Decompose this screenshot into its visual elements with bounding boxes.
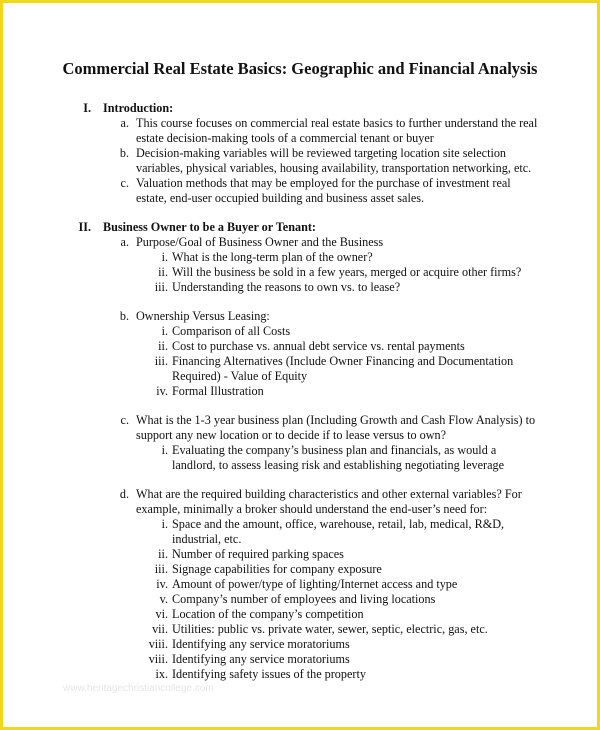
list-item — [3, 191, 597, 206]
item-label: a. — [120, 116, 129, 130]
sub-item-label: iv. — [156, 384, 168, 398]
section-title: Business Owner to be a Buyer or Tenant: — [103, 220, 316, 234]
sub-item-text: Cost to purchase vs. annual debt service vs. rental payments — [172, 339, 465, 353]
sub-list-item — [3, 443, 597, 458]
list-item — [3, 146, 597, 161]
item-text: Valuation methods that may be employed for the purchase of investment real — [136, 176, 511, 190]
sub-item-label: i. — [161, 324, 168, 338]
spacer — [3, 399, 597, 413]
item-label: a. — [120, 235, 129, 249]
item-label: b. — [119, 309, 129, 323]
spacer — [3, 473, 597, 487]
sub-item-label: i. — [161, 517, 168, 531]
sub-list-item — [3, 517, 597, 532]
sub-list-item — [3, 384, 597, 399]
sub-item-text: Evaluating the company’s business plan and financials, as would a — [172, 443, 497, 457]
sub-list-item — [3, 562, 597, 577]
sub-item-label: vii. — [152, 622, 168, 636]
sub-item-text: industrial, etc. — [172, 532, 242, 546]
section-heading — [3, 101, 597, 116]
sub-list-item — [3, 324, 597, 339]
spacer — [3, 206, 597, 220]
item-label: d. — [119, 487, 129, 501]
sub-list-item — [3, 577, 597, 592]
sub-item-label: iv. — [156, 577, 168, 591]
item-text: estate, end-user occupied building and business asset sales. — [136, 191, 425, 205]
document-body — [3, 101, 597, 682]
item-text: What are the required building characteristics and other external variables? For — [136, 487, 522, 501]
sub-list-item — [3, 250, 597, 265]
sub-list-item — [3, 607, 597, 622]
sub-list-item — [3, 652, 597, 667]
sub-item-label: ix. — [155, 667, 168, 681]
document-title: Commercial Real Estate Basics: Geographic and Financial Analysis — [62, 59, 538, 78]
item-text: estate decision-making tools of a commercial tenant or buyer — [136, 131, 434, 145]
item-text: Decision-making variables will be reviewed targeting location site selection — [136, 146, 507, 160]
sub-item-label: i. — [161, 443, 168, 457]
sub-item-text: Will the business be sold in a few years, merged or acquire other firms? — [172, 265, 522, 279]
section-heading — [3, 220, 597, 235]
list-item — [3, 235, 597, 250]
sub-item-text: Identifying any service moratoriums — [172, 652, 350, 666]
sub-list-item — [3, 369, 597, 384]
item-text: Purpose/Goal of Business Owner and the Business — [136, 235, 384, 249]
sub-item-label: vi. — [155, 607, 168, 621]
section-number: I. — [83, 101, 91, 115]
list-item — [3, 161, 597, 176]
sub-list-item — [3, 532, 597, 547]
sub-item-text: Identifying safety issues of the property — [172, 667, 366, 681]
list-item — [3, 502, 597, 517]
sub-item-label: ii. — [158, 339, 168, 353]
sub-list-item — [3, 458, 597, 473]
sub-item-label: iii. — [154, 562, 168, 576]
sub-item-text: Required) - Value of Equity — [172, 369, 308, 383]
sub-list-item — [3, 547, 597, 562]
section-title: Introduction: — [103, 101, 174, 115]
document-page — [3, 3, 597, 727]
sub-list-item — [3, 667, 597, 682]
sub-item-label: iii. — [154, 280, 168, 294]
sub-item-text: Financing Alternatives (Include Owner Financing and Documentation — [172, 354, 514, 368]
sub-item-text: Signage capabilities for company exposure — [172, 562, 382, 576]
sub-item-label: i. — [161, 250, 168, 264]
sub-list-item — [3, 339, 597, 354]
list-item — [3, 176, 597, 191]
spacer — [3, 295, 597, 309]
sub-item-label: ii. — [158, 265, 168, 279]
sub-item-label: iii. — [154, 354, 168, 368]
item-text: example, minimally a broker should understand the end-user’s need for: — [136, 502, 488, 516]
sub-item-text: Company’s number of employees and living locations — [172, 592, 436, 606]
item-text: What is the 1-3 year business plan (Including Growth and Cash Flow Analysis) to — [136, 413, 536, 427]
sub-list-item — [3, 637, 597, 652]
item-label: b. — [119, 146, 129, 160]
item-text: This course focuses on commercial real estate basics to further understand the real — [136, 116, 538, 130]
sub-list-item — [3, 265, 597, 280]
list-item — [3, 487, 597, 502]
list-item — [3, 131, 597, 146]
list-item — [3, 413, 597, 428]
sub-item-label: ii. — [158, 547, 168, 561]
sub-item-label: viii. — [148, 637, 168, 651]
sub-item-label: v. — [159, 592, 168, 606]
sub-item-label: viii. — [148, 652, 168, 666]
section-number: II. — [78, 220, 91, 234]
list-item — [3, 428, 597, 443]
sub-item-text: Comparison of all Costs — [172, 324, 291, 338]
list-item — [3, 309, 597, 324]
sub-item-text: Location of the company’s competition — [172, 607, 364, 621]
item-text: support any new location or to decide if to lease versus to own? — [136, 428, 447, 442]
sub-list-item — [3, 280, 597, 295]
sub-item-text: Space and the amount, office, warehouse, retail, lab, medical, R&D, — [172, 517, 505, 531]
sub-item-text: landlord, to assess leasing risk and establishing negotiating leverage — [172, 458, 505, 472]
sub-list-item — [3, 354, 597, 369]
sub-item-text: Formal Illustration — [172, 384, 264, 398]
sub-item-text: Identifying any service moratoriums — [172, 637, 350, 651]
list-item — [3, 116, 597, 131]
sub-item-text: Number of required parking spaces — [172, 547, 344, 561]
item-label: c. — [120, 176, 129, 190]
sub-item-text: What is the long-term plan of the owner? — [172, 250, 373, 264]
item-text: Ownership Versus Leasing: — [136, 309, 270, 323]
sub-item-text: Understanding the reasons to own vs. to lease? — [172, 280, 401, 294]
item-label: c. — [120, 413, 129, 427]
sub-item-text: Amount of power/type of lighting/Internet access and type — [172, 577, 458, 591]
sub-item-text: Utilities: public vs. private water, sewer, septic, electric, gas, etc. — [172, 622, 488, 636]
sub-list-item — [3, 592, 597, 607]
item-text: variables, physical variables, housing availability, transportation networking, etc. — [136, 161, 532, 175]
watermark: www.heritagechristiancollege.com — [63, 683, 214, 694]
sub-list-item — [3, 622, 597, 637]
